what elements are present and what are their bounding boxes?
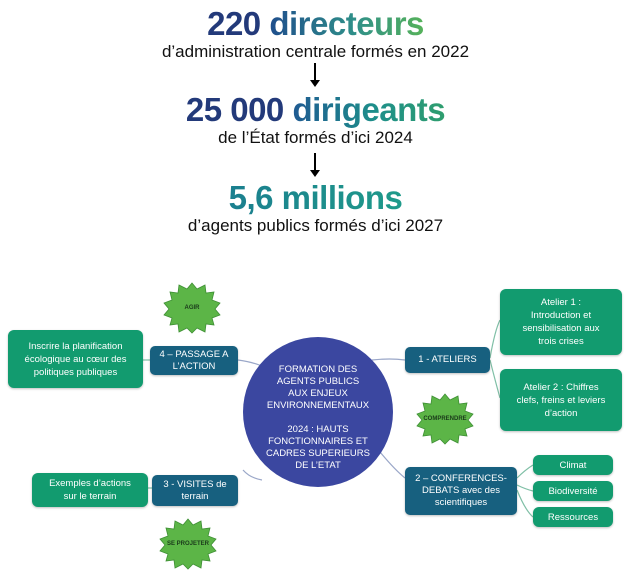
branch-conferences-line: 2 – CONFERENCES- <box>415 473 507 484</box>
branch-conferences <box>405 467 517 515</box>
center-line: ENVIRONNEMENTAUX <box>266 400 370 411</box>
connector-circle-ateliers <box>372 359 405 360</box>
headline-1-emphasis: directeurs <box>269 5 424 42</box>
detail-atelier-1-line: Introduction et <box>530 310 592 321</box>
detail-atelier-1 <box>500 289 622 355</box>
detail-planification-line: Inscrire la planification <box>28 340 123 352</box>
badge-se-projeter <box>158 518 218 570</box>
branch-passage-line: L’ACTION <box>172 360 216 372</box>
center-line: FONCTIONNAIRES ET <box>268 436 368 447</box>
center-line: CADRES SUPERIEURS <box>266 448 370 459</box>
branch-visites-line: 3 - VISITES de <box>163 478 227 490</box>
connector-ateliers-a1 <box>490 320 500 358</box>
headline-2-subtitle: de l’État formés d’ici 2024 <box>218 128 413 147</box>
branch-conferences-line: DEBATS avec des <box>422 485 500 496</box>
headline-3-subtitle: d’agents publics formés d’ici 2027 <box>187 216 444 235</box>
detail-planification <box>8 330 143 388</box>
branch-passage <box>150 346 238 375</box>
headline-2-emphasis: dirigeants <box>292 91 446 128</box>
badge-agir <box>162 282 222 334</box>
detail-biodiversite <box>533 481 613 501</box>
headline-2-number: 25 000 <box>185 91 284 128</box>
center-line: FORMATION DES <box>278 364 358 375</box>
badge-comprendre-label: COMPRENDRE <box>423 416 467 422</box>
headline-1-number: 220 <box>207 5 261 42</box>
connector-conf-ressources <box>517 490 533 517</box>
detail-atelier-2-line: clefs, freins et leviers <box>516 394 606 406</box>
branch-ateliers-label: 1 - ATELIERS <box>418 354 477 365</box>
headline-3-emphasis: 5,6 millions <box>228 179 403 216</box>
detail-atelier-2-line: d’action <box>544 407 578 419</box>
detail-atelier-2 <box>500 369 622 431</box>
connector-conf-climat <box>517 465 533 478</box>
detail-climat <box>533 455 613 475</box>
center-line: AGENTS PUBLICS <box>276 376 360 387</box>
branch-conferences-line: scientifiques <box>434 497 488 508</box>
detail-exemples <box>32 473 148 507</box>
detail-planification-line: politiques publiques <box>33 366 118 378</box>
center-circle <box>243 337 393 487</box>
detail-ressources-label: Ressources <box>547 511 599 523</box>
branch-passage-line: 4 – PASSAGE A <box>159 348 229 360</box>
center-spacer <box>243 412 393 424</box>
detail-climat-label: Climat <box>559 459 587 471</box>
headline-1-subtitle: d’administration centrale formés en 2022 <box>161 42 470 61</box>
connector-ateliers-a2 <box>490 360 500 398</box>
badge-se-projeter-label: SE PROJETER <box>166 541 209 547</box>
center-line: AUX ENJEUX <box>288 388 348 399</box>
detail-planification-line: écologique au cœur des <box>24 353 127 365</box>
detail-biodiversite-label: Biodiversité <box>548 485 598 497</box>
detail-atelier-2-line: Atelier 2 : Chiffres <box>523 381 599 393</box>
detail-atelier-1-line: sensibilisation aux <box>522 323 600 334</box>
detail-ressources <box>533 507 613 527</box>
detail-atelier-1-line: trois crises <box>538 336 584 347</box>
branch-visites-line: terrain <box>181 490 209 502</box>
center-line: DE L’ETAT <box>295 460 341 471</box>
center-line: 2024 : HAUTS <box>287 424 349 435</box>
detail-atelier-1-line: Atelier 1 : <box>540 297 582 308</box>
detail-exemples-line: Exemples d’actions <box>49 478 131 489</box>
connector-conf-biodiv <box>517 485 533 491</box>
badge-comprendre <box>415 393 475 445</box>
detail-exemples-line: sur le terrain <box>63 491 117 502</box>
badge-agir-label: AGIR <box>184 305 200 311</box>
branch-ateliers <box>405 347 490 373</box>
branch-visites <box>152 475 238 506</box>
